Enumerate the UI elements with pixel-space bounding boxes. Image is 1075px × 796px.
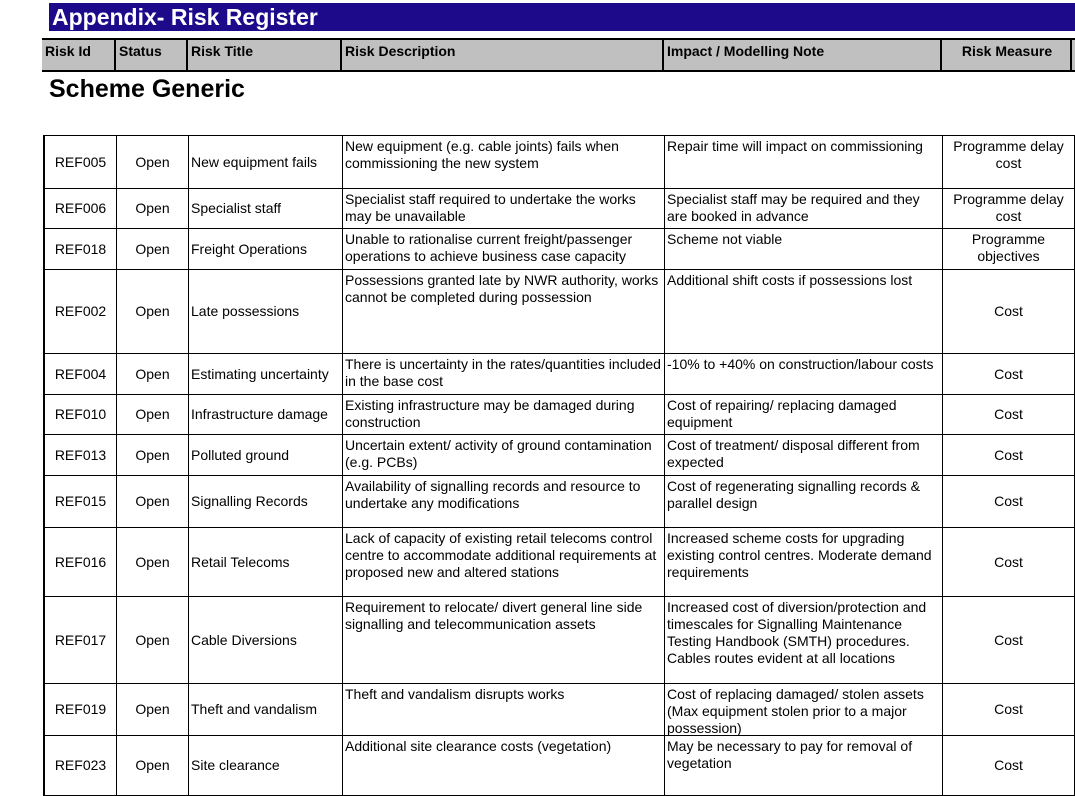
- table-row: [45, 354, 1075, 395]
- cell-measure: Cost: [943, 270, 1075, 353]
- cell-description: Existing infrastructure may be damaged during construction: [343, 395, 665, 434]
- cell-id: REF018: [45, 229, 117, 269]
- cell-status: Open: [117, 189, 189, 228]
- cell-id: REF017: [45, 597, 117, 683]
- header-status: Status: [114, 40, 188, 70]
- cell-title: New equipment fails: [189, 136, 343, 188]
- cell-measure: Programme delay cost: [943, 136, 1075, 188]
- cell-id: REF023: [45, 736, 117, 795]
- cell-id: REF016: [45, 528, 117, 596]
- cell-status: Open: [117, 136, 189, 188]
- cell-impact: Cost of regenerating signalling records & parallel design: [665, 476, 943, 527]
- cell-id: REF002: [45, 270, 117, 353]
- table-row: [45, 736, 1075, 796]
- cell-measure: Programme delay cost: [943, 189, 1075, 228]
- header-risk-measure: Risk Measure: [940, 40, 1072, 70]
- cell-impact: Scheme not viable: [665, 229, 943, 269]
- cell-status: Open: [117, 684, 189, 735]
- table-row: [45, 189, 1075, 229]
- cell-description: Availability of signalling records and resource to undertake any modifications: [343, 476, 665, 527]
- cell-title: Retail Telecoms: [189, 528, 343, 596]
- cell-description: Lack of capacity of existing retail telecoms control centre to accommodate additional requirements at proposed new and altered stations: [343, 528, 665, 596]
- cell-impact: -10% to +40% on construction/labour costs: [665, 354, 943, 394]
- cell-measure: Programme objectives: [943, 229, 1075, 269]
- cell-description: Possessions granted late by NWR authority, works cannot be completed during possession: [343, 270, 665, 353]
- cell-description: Unable to rationalise current freight/passenger operations to achieve business case capacity: [343, 229, 665, 269]
- cell-status: Open: [117, 528, 189, 596]
- cell-title: Site clearance: [189, 736, 343, 795]
- cell-measure: Cost: [943, 597, 1075, 683]
- header-risk-description: Risk Description: [340, 40, 664, 70]
- cell-status: Open: [117, 597, 189, 683]
- cell-description: Theft and vandalism disrupts works: [343, 684, 665, 735]
- cell-impact: Increased cost of diversion/protection and timescales for Signalling Maintenance Testing Handbook (SMTH) procedures. Cables routes evident at all locations: [665, 597, 943, 683]
- table-row: [45, 435, 1075, 476]
- cell-id: REF019: [45, 684, 117, 735]
- table-row: [45, 597, 1075, 684]
- cell-status: Open: [117, 229, 189, 269]
- section-title: Scheme Generic: [49, 75, 245, 103]
- cell-status: Open: [117, 476, 189, 527]
- cell-title: Specialist staff: [189, 189, 343, 228]
- cell-title: Polluted ground: [189, 435, 343, 475]
- cell-title: Cable Diversions: [189, 597, 343, 683]
- cell-measure: Cost: [943, 435, 1075, 475]
- table-row: [45, 476, 1075, 528]
- cell-title: Freight Operations: [189, 229, 343, 269]
- cell-id: REF013: [45, 435, 117, 475]
- cell-id: REF004: [45, 354, 117, 394]
- cell-measure: Cost: [943, 354, 1075, 394]
- cell-measure: Cost: [943, 476, 1075, 527]
- cell-measure: Cost: [943, 684, 1075, 735]
- column-header-row: [42, 38, 1075, 72]
- cell-description: Uncertain extent/ activity of ground contamination (e.g. PCBs): [343, 435, 665, 475]
- cell-id: REF005: [45, 136, 117, 188]
- cell-status: Open: [117, 270, 189, 353]
- cell-description: Additional site clearance costs (vegetation): [343, 736, 665, 795]
- cell-id: REF015: [45, 476, 117, 527]
- cell-measure: Cost: [943, 528, 1075, 596]
- table-row: [45, 684, 1075, 736]
- table-row: [45, 136, 1075, 189]
- cell-impact: Cost of replacing damaged/ stolen assets (Max equipment stolen prior to a major possession): [665, 684, 943, 735]
- header-risk-id: Risk Id: [45, 43, 91, 59]
- cell-title: Signalling Records: [189, 476, 343, 527]
- table-row: [45, 229, 1075, 270]
- cell-impact: Additional shift costs if possessions lost: [665, 270, 943, 353]
- cell-description: Specialist staff required to undertake the works may be unavailable: [343, 189, 665, 228]
- cell-impact: Cost of treatment/ disposal different from expected: [665, 435, 943, 475]
- cell-id: REF010: [45, 395, 117, 434]
- table-row: [45, 270, 1075, 354]
- table-row: [45, 395, 1075, 435]
- cell-id: REF006: [45, 189, 117, 228]
- header-risk-title: Risk Title: [186, 40, 342, 70]
- cell-title: Late possessions: [189, 270, 343, 353]
- cell-status: Open: [117, 395, 189, 434]
- cell-status: Open: [117, 736, 189, 795]
- page-title: Appendix- Risk Register: [49, 3, 1075, 31]
- cell-title: Estimating uncertainty: [189, 354, 343, 394]
- cell-description: Requirement to relocate/ divert general line side signalling and telecommunication assets: [343, 597, 665, 683]
- cell-impact: Repair time will impact on commissioning: [665, 136, 943, 188]
- table-row: [45, 528, 1075, 597]
- cell-impact: Increased scheme costs for upgrading existing control centres. Moderate demand requirements: [665, 528, 943, 596]
- cell-description: New equipment (e.g. cable joints) fails when commissioning the new system: [343, 136, 665, 188]
- cell-title: Infrastructure damage: [189, 395, 343, 434]
- cell-measure: Cost: [943, 395, 1075, 434]
- cell-impact: Cost of repairing/ replacing damaged equipment: [665, 395, 943, 434]
- cell-status: Open: [117, 354, 189, 394]
- cell-impact: May be necessary to pay for removal of vegetation: [665, 736, 943, 795]
- cell-status: Open: [117, 435, 189, 475]
- risk-register-table: [43, 135, 1075, 796]
- header-next-column: [1070, 40, 1075, 70]
- cell-title: Theft and vandalism: [189, 684, 343, 735]
- cell-impact: Specialist staff may be required and they are booked in advance: [665, 189, 943, 228]
- header-impact-note: Impact / Modelling Note: [662, 40, 942, 70]
- cell-description: There is uncertainty in the rates/quantities included in the base cost: [343, 354, 665, 394]
- cell-measure: Cost: [943, 736, 1075, 795]
